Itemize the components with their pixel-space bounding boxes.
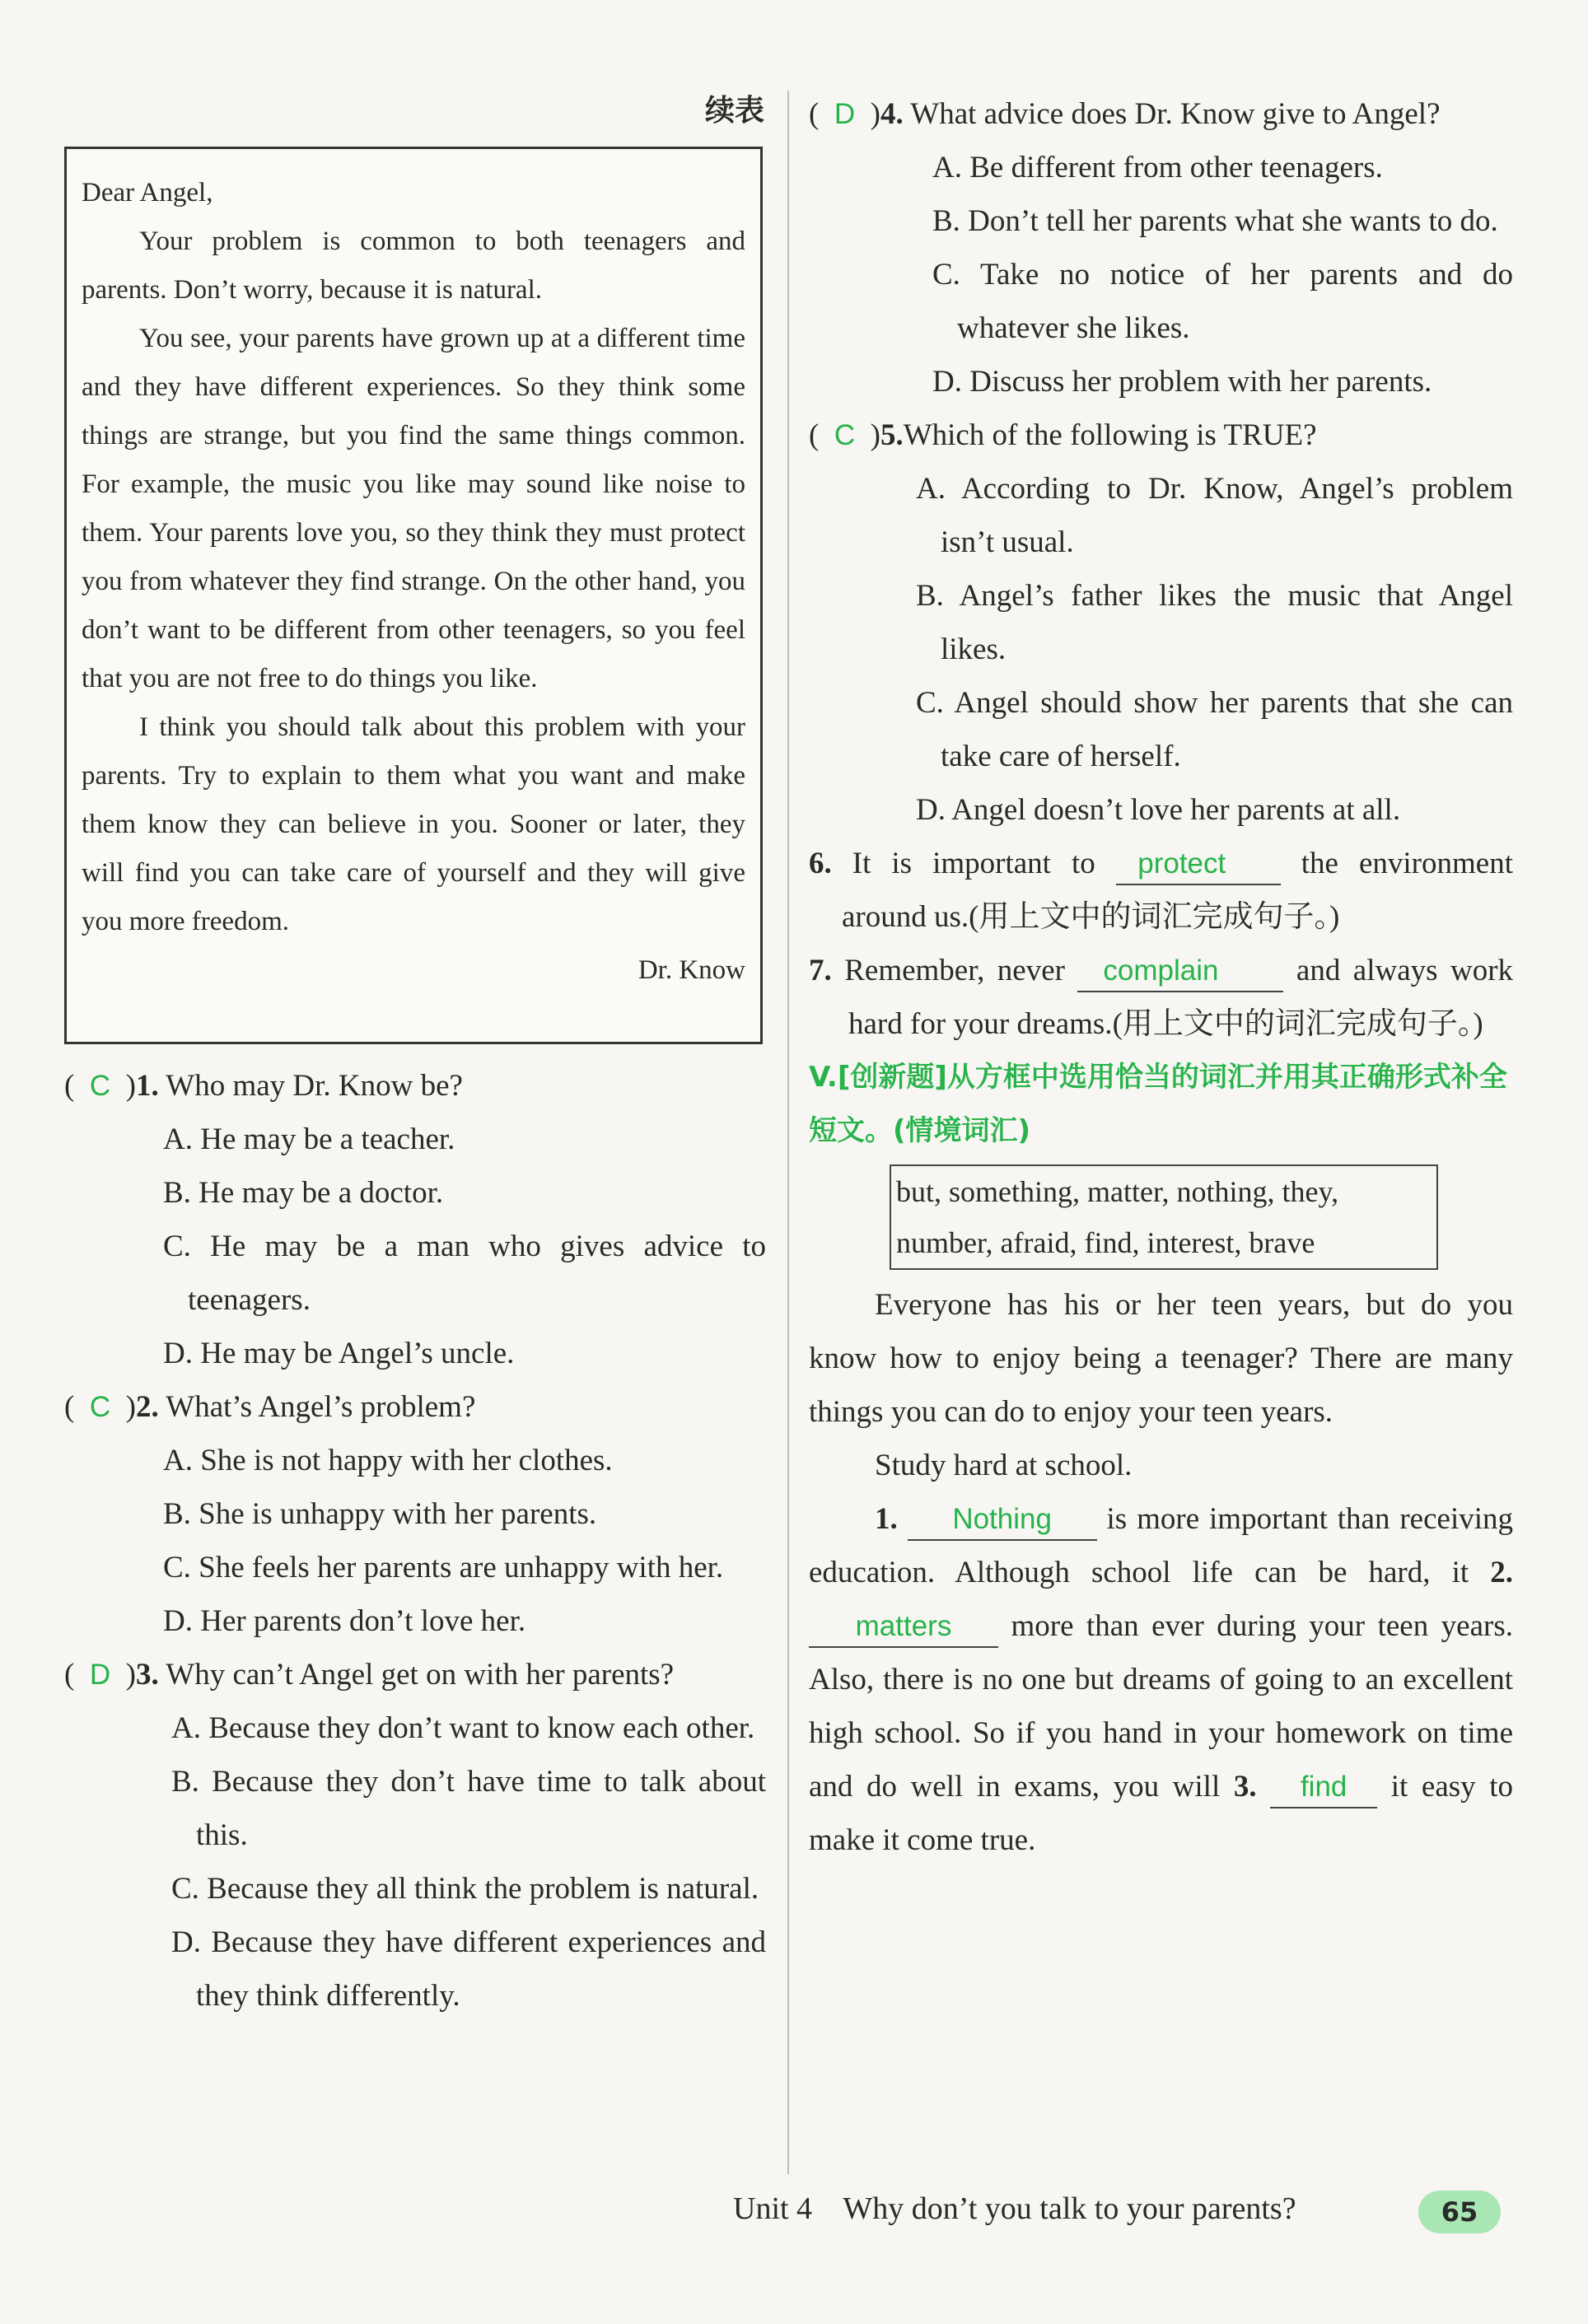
sentence-start: It is important to	[852, 847, 1095, 880]
letter-paragraph-1: Your problem is common to both teenagers and parents. Don’t worry, because it is natural.	[82, 226, 745, 305]
passage-subheading: Study hard at school.	[875, 1449, 1133, 1482]
blank-number: 2.	[1490, 1556, 1513, 1589]
option-a: A. According to Dr. Know, Angel’s problem isn’t usual.	[916, 472, 1513, 559]
unit-label: Unit 4	[733, 2191, 813, 2226]
unit-title: Why don’t you talk to your parents?	[843, 2191, 1296, 2226]
passage-intro: Everyone has his or her teen years, but do you know how to enjoy being a teenager? There are many things you can do to enjoy your teen years.	[809, 1288, 1513, 1429]
answer-1: C	[89, 1070, 111, 1102]
option-a: A. Because they don’t want to know each other.	[171, 1711, 755, 1745]
question-text: Who may Dr. Know be?	[166, 1069, 463, 1103]
answer-blank-2: matters	[809, 1607, 998, 1648]
question-text: What’s Angel’s problem?	[166, 1390, 476, 1424]
question-3: ( D )3. Why can’t Angel get on with her parents? A. Because they don’t want to know each other. B. Because they don’t have time to talk about this. C. Because they all think the problem is natural. D. Because they have different experiences and they think differently.	[64, 1648, 766, 2023]
question-1: ( C )1. Who may Dr. Know be? A. He may be a teacher. B. He may be a doctor. C. He may be a man who gives advice to teenagers. D. He may be Angel’s uncle.	[64, 1059, 766, 1380]
option-c: C. She feels her parents are unhappy with her.	[163, 1551, 724, 1584]
option-a: A. She is not happy with her clothes.	[163, 1444, 613, 1477]
question-number: 5.	[880, 418, 904, 452]
question-number: 2.	[135, 1390, 159, 1424]
option-c: C. Because they all think the problem is natural.	[171, 1872, 759, 1906]
letter-signature: Dr. Know	[638, 955, 745, 985]
option-d: D. Discuss her problem with her parents.	[932, 365, 1432, 399]
continue-label: 续表	[704, 94, 764, 128]
question-text: Why can’t Angel get on with her parents?	[166, 1658, 675, 1692]
answer-blank-3: find	[1270, 1767, 1377, 1808]
word-box-line-1: but, something, matter, nothing, they,	[896, 1175, 1339, 1208]
question-number: 3.	[135, 1658, 159, 1692]
blank-number: 1.	[875, 1502, 898, 1536]
question-text: What advice does Dr. Know give to Angel?	[910, 97, 1441, 131]
sentence-end: the environment around us.	[842, 847, 1513, 934]
passage-text: it easy to make it come true.	[809, 1770, 1514, 1857]
word-box-line-2: number, afraid, find, interest, brave	[896, 1226, 1315, 1259]
page-footer	[733, 2191, 1296, 2227]
question-number: 1.	[135, 1069, 159, 1103]
letter-paragraph-3: I think you should talk about this problem with your parents. Try to explain to them what you want and make them know they can believe in you. Sooner or later, they will find you can take care of yourself and they will give you more freedom.	[82, 712, 745, 936]
question-text: Which of the following is TRUE?	[903, 418, 1317, 452]
letter-paragraph-2: You see, your parents have grown up at a different time and they have different experiences. So they think some things are strange, but you find the same things common. For example, the music you like may sound like noise to them. Your parents love you, so they think they must protect you from whatever they find strange. On the other hand, you don’t want to be different from other teenagers, so you feel that you are not free to do things you like.	[82, 324, 745, 693]
option-c: C. He may be a man who gives advice to teenagers.	[163, 1230, 766, 1317]
blank-number: 3.	[1233, 1770, 1257, 1804]
answer-2: C	[89, 1391, 111, 1423]
word-box	[890, 1164, 1438, 1270]
answer-blank-6: protect	[1116, 844, 1281, 885]
question-4: ( D )4. What advice does Dr. Know give to Angel? A. Be different from other teenagers. B. Don’t tell her parents what she wants to do. C. Take no notice of her parents and do whatever she likes. D. Discuss her problem with her parents.	[809, 87, 1513, 408]
sentence-start: Remember, never	[844, 954, 1065, 987]
option-c: C. Angel should show her parents that she can take care of herself.	[916, 686, 1513, 773]
fill-question-6	[809, 837, 1513, 944]
section-5-heading: V.[创新题]从方框中选用恰当的词汇并用其正确形式补全短文。(情境词汇)	[809, 1061, 1507, 1147]
question-number: 6.	[809, 847, 832, 880]
passage-body	[809, 1492, 1513, 1867]
option-d: D. Her parents don’t love her.	[163, 1604, 526, 1638]
letter-salutation: Dear Angel,	[82, 178, 213, 208]
right-question-column	[809, 87, 1513, 1867]
option-a: A. He may be a teacher.	[163, 1122, 455, 1156]
question-number: 7.	[809, 954, 832, 987]
instruction-note: (用上文中的词汇完成句子。)	[1112, 1007, 1483, 1041]
question-2: ( C )2. What’s Angel’s problem? A. She is not happy with her clothes. B. She is unhappy with her parents. C. She feels her parents are unhappy with her. D. Her parents don’t love her.	[64, 1380, 766, 1648]
question-5: ( C )5.Which of the following is TRUE? A. According to Dr. Know, Angel’s problem isn’t usual. B. Angel’s father likes the music that Angel likes. C. Angel should show her parents that she can take care of herself. D. Angel doesn’t love her parents at all.	[809, 408, 1513, 837]
column-divider	[787, 91, 789, 2174]
option-a: A. Be different from other teenagers.	[932, 151, 1383, 184]
option-b: B. Because they don’t have time to talk about this.	[171, 1765, 766, 1852]
option-b: B. Angel’s father likes the music that Angel likes.	[916, 579, 1513, 666]
option-d: D. Angel doesn’t love her parents at all.	[916, 793, 1401, 827]
passage-text: is more important than receiving education. Although school life can be hard, it	[809, 1502, 1513, 1589]
answer-blank-1: Nothing	[908, 1500, 1097, 1541]
answer-blank-7: complain	[1077, 951, 1283, 992]
option-b: B. She is unhappy with her parents.	[163, 1497, 597, 1531]
instruction-note: (用上文中的词汇完成句子。)	[969, 900, 1340, 934]
letter-box	[64, 147, 763, 1044]
option-c: C. Take no notice of her parents and do whatever she likes.	[932, 258, 1513, 345]
fill-question-7	[809, 944, 1513, 1051]
left-question-column	[64, 1059, 766, 2023]
page-number: 65	[1418, 2191, 1501, 2233]
passage-text: more than ever during your teen years. Also, there is no one but dreams of going to an excellent high school. So if you hand in your homework on time and do well in exams, you will	[809, 1609, 1513, 1804]
option-b: B. Don’t tell her parents what she wants to do.	[932, 204, 1498, 238]
option-b: B. He may be a doctor.	[163, 1176, 444, 1210]
answer-3: D	[89, 1659, 111, 1691]
option-d: D. He may be Angel’s uncle.	[163, 1337, 515, 1370]
answer-4: D	[834, 98, 856, 130]
sentence-end: and always work hard for your dreams.	[848, 954, 1514, 1041]
option-d: D. Because they have different experiences and they think differently.	[171, 1925, 766, 2013]
question-number: 4.	[880, 97, 904, 131]
answer-5: C	[834, 419, 856, 451]
